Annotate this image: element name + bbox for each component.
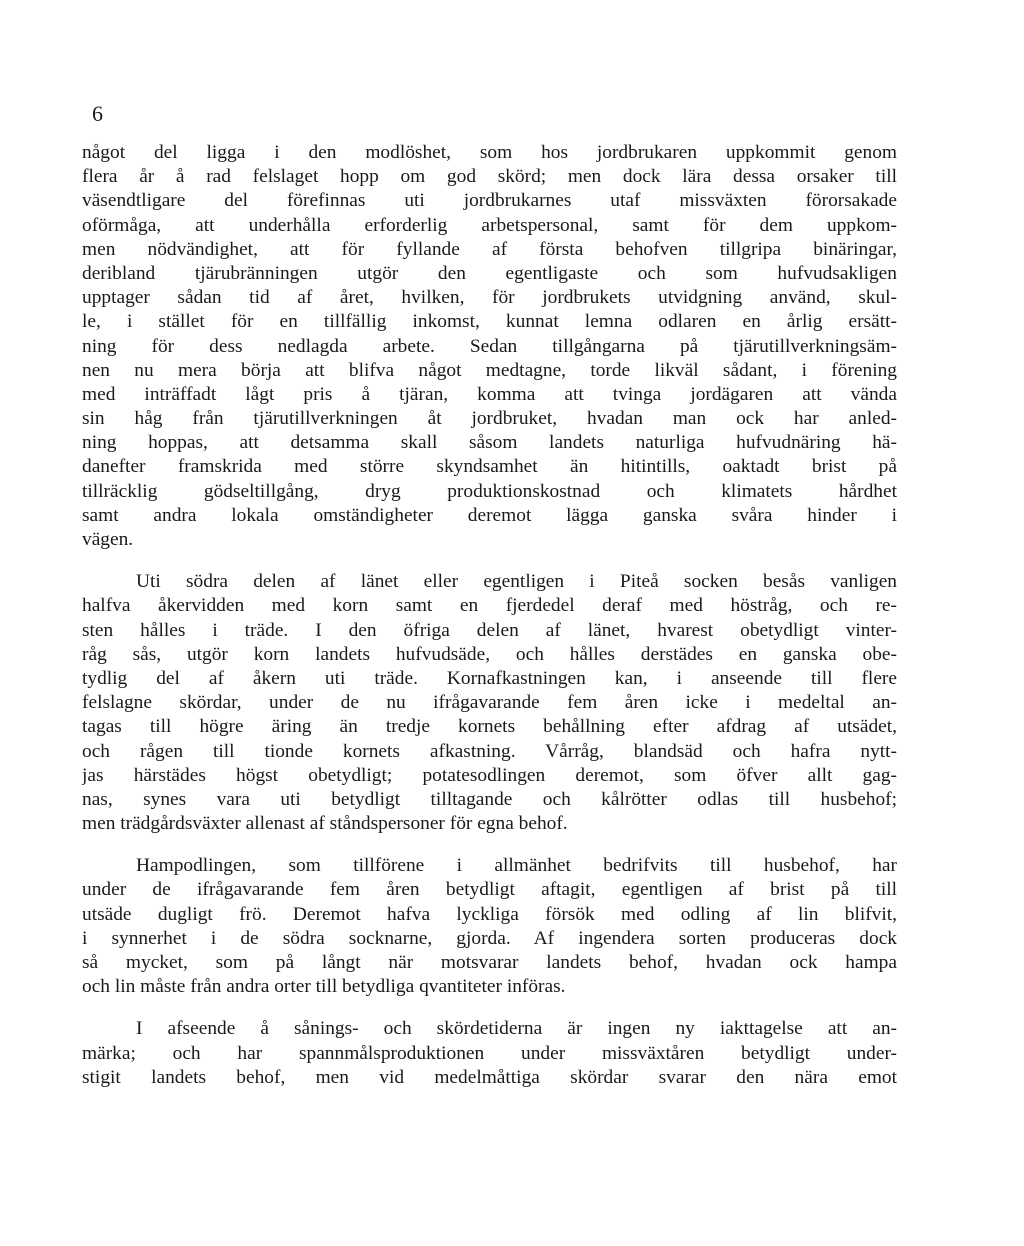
text-line: och lin måste från andra orter till betydliga qvantiteter införas.: [82, 976, 566, 998]
paragraph-1: [82, 141, 897, 552]
text-line: under de ifrågavarande fem åren betydligt aftagit, egentligen af brist på till: [82, 879, 897, 901]
text-line: deribland tjärubränningen utgör den egentligaste och som hufvudsakligen: [82, 262, 897, 284]
text-line: vägen.: [82, 529, 134, 550]
text-line: men nödvändighet, att för fyllande af första behofven tillgripa binäringar,: [82, 238, 897, 260]
text-line: i synnerhet i de södra socknarne, gjorda. Af ingendera sorten produceras dock: [82, 927, 897, 949]
text-line: nas, synes vara uti betydligt tilltagande och kålrötter odlas till husbehof;: [82, 788, 897, 810]
text-line: Uti södra delen af länet eller egentligen i Piteå socken besås vanligen: [136, 571, 897, 593]
text-line: utsäde dugligt frö. Deremot hafva lyckliga försök med odling af lin blifvit,: [82, 903, 897, 925]
paragraph-4: [82, 1017, 897, 1090]
body-text: [82, 141, 897, 1108]
paragraph-2: [82, 570, 897, 836]
text-line: råg sås, utgör korn landets hufvudsäde, och hålles derstädes en ganska obe-: [82, 643, 897, 665]
text-line: tillräcklig gödseltillgång, dryg produktionskostnad och klimatets hårdhet: [82, 480, 897, 502]
text-line: och rågen till tionde kornets afkastning. Vårråg, blandsäd och hafra nytt-: [82, 740, 897, 762]
text-line: men trädgårdsväxter allenast af ståndspersoner för egna behof.: [82, 813, 568, 835]
text-line: oförmåga, att underhålla erforderlig arbetspersonal, samt för dem uppkom-: [82, 214, 897, 236]
text-line: tagas till högre äring än tredje kornets behållning efter afdrag af utsädet,: [82, 716, 897, 738]
text-line: märka; och har spannmålsproduktionen under missväxtåren betydligt under-: [82, 1042, 897, 1064]
text-line: stigit landets behof, men vid medelmåttiga skördar svarar den nära emot: [82, 1066, 897, 1088]
text-line: felslagne skördar, under de nu ifrågavarande fem åren icke i medeltal an-: [82, 692, 897, 714]
text-line: Hampodlingen, som tillförene i allmänhet bedrifvits till husbehof, har: [136, 855, 897, 877]
text-line: danefter framskrida med större skyndsamhet än hitintills, oaktadt brist på: [82, 456, 897, 478]
text-line: ning hoppas, att detsamma skall såsom landets naturliga hufvudnäring hä-: [82, 432, 897, 454]
paragraph-3: [82, 854, 897, 999]
text-line: ning för dess nedlagda arbete. Sedan tillgångarna på tjärutillverkningsäm-: [82, 335, 897, 357]
text-line: flera år å rad felslaget hopp om god skörd; men dock lära dessa orsaker till: [82, 166, 897, 188]
text-line: nen nu mera börja att blifva något medtagne, torde likväl sådant, i förening: [82, 359, 897, 381]
text-line: upptager sådan tid af året, hvilken, för jordbrukets utvidgning använd, skul-: [82, 287, 897, 309]
text-line: med inträffadt lågt pris å tjäran, komma att tvinga jordägaren att vända: [82, 383, 897, 405]
text-line: halfva åkervidden med korn samt en fjerdedel deraf med höstråg, och re-: [82, 595, 897, 617]
text-line: sin håg från tjärutillverkningen åt jordbruket, hvadan man ock har anled-: [82, 408, 897, 430]
text-line: så mycket, som på långt när motsvarar landets behof, hvadan ock hampa: [82, 952, 897, 973]
text-line: tydlig del af åkern uti träde. Kornafkastningen kan, i anseende till flere: [82, 667, 897, 689]
text-line: väsendtligare del förefinnas uti jordbrukarnes utaf missväxten förorsakade: [82, 190, 897, 212]
text-line: sten hålles i träde. I den öfriga delen af länet, hvarest obetydligt vinter-: [82, 619, 897, 641]
page-number: 6: [92, 101, 103, 126]
text-line: jas härstädes högst obetydligt; potatesodlingen deremot, som öfver allt gag-: [82, 764, 897, 786]
text-line: I afseende å sånings- och skördetiderna är ingen ny iakttagelse att an-: [136, 1018, 897, 1040]
text-line: något del ligga i den modlöshet, som hos jordbrukaren uppkommit genom: [82, 142, 897, 163]
text-line: le, i stället för en tillfällig inkomst, kunnat lemna odlaren en årlig ersätt-: [82, 311, 897, 333]
text-line: samt andra lokala omständigheter deremot lägga ganska svåra hinder i: [82, 504, 897, 526]
